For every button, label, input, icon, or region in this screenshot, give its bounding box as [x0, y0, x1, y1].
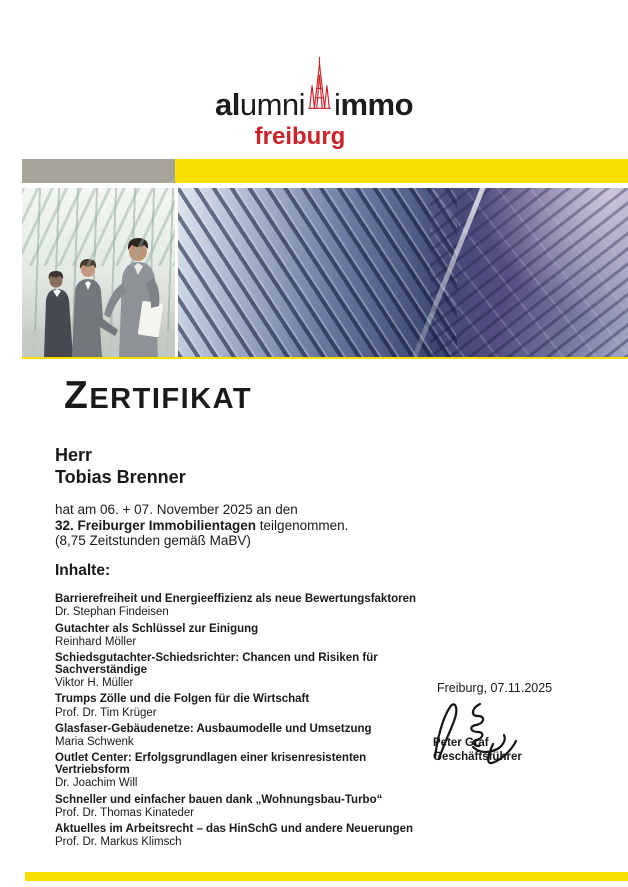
logo-word-immo-bold: mmo	[340, 87, 414, 122]
building-corner-highlight	[403, 188, 490, 357]
list-item	[55, 653, 435, 689]
logo-word-alumni-bold: al	[214, 87, 240, 122]
logo-wordmark	[215, 51, 413, 120]
logo-word-alumni-rest: umni	[239, 87, 306, 122]
list-item	[55, 724, 435, 749]
talk-speaker: Prof. Dr. Tim Krüger	[55, 706, 157, 719]
talk-speaker: Prof. Dr. Thomas Kinateder	[55, 806, 195, 819]
statement-line1: hat am 06. + 07. November 2025 an den	[55, 502, 298, 517]
business-people-handshake-photo	[22, 188, 175, 357]
logo	[0, 51, 628, 149]
talk-title: Gutachter als Schlüssel zur Einigung	[55, 622, 259, 635]
talk-title: Glasfaser-Gebäudenetze: Ausbaumodelle und Umsetzung	[55, 722, 372, 735]
gray-header-block	[22, 159, 175, 183]
list-item	[55, 694, 435, 719]
talk-title: Outlet Center: Erfolgsgrundlagen einer krisenresistenten Vertriebsform	[55, 752, 367, 777]
logo-word-immo-prefix: i	[334, 87, 341, 122]
talk-speaker: Reinhard Möller	[55, 635, 137, 648]
list-item	[55, 594, 435, 619]
talk-speaker: Dr. Joachim Will	[55, 777, 138, 790]
signature-scribble-icon	[423, 697, 519, 769]
glass-building-facade-photo	[178, 188, 628, 357]
statement-event-name: 32. Freiburger Immobilientagen	[55, 517, 257, 533]
list-item	[55, 824, 435, 849]
muenster-spire-icon	[306, 51, 333, 115]
logo-word-alumni	[215, 89, 305, 120]
list-item	[55, 624, 435, 649]
talk-speaker: Prof. Dr. Markus Klimsch	[55, 836, 182, 849]
contents-heading: Inhalte:	[55, 562, 111, 579]
statement-line2-rest: teilgenommen.	[256, 517, 349, 533]
bottom-yellow-bar	[25, 872, 628, 881]
people-silhouettes	[22, 188, 175, 357]
recipient-block	[55, 444, 186, 488]
talk-title: Trumps Zölle und die Folgen für die Wirtschaft	[55, 693, 310, 706]
yellow-header-band	[175, 159, 628, 183]
certificate-title-initial: Z	[64, 374, 90, 417]
talk-speaker: Dr. Stephan Findeisen	[55, 606, 169, 619]
recipient-name: Tobias Brenner	[55, 467, 186, 487]
recipient-salutation: Herr	[55, 445, 93, 465]
talk-title: Barrierefreiheit und Energieeffizienz als neue Bewertungsfaktoren	[55, 593, 417, 605]
logo-word-immo	[334, 89, 413, 120]
talk-title: Schiedsgutachter-Schiedsrichter: Chancen und Risiken für Sachverständige	[55, 652, 378, 676]
list-item	[55, 795, 435, 820]
place-and-date: Freiburg, 07.11.2025	[437, 681, 553, 695]
certificate-title-rest: ERTIFIKAT	[89, 383, 253, 415]
talk-speaker: Viktor H. Müller	[55, 676, 134, 689]
talk-speaker: Maria Schwenk	[55, 736, 134, 749]
statement-hours: (8,75 Zeitstunden gemäß MaBV)	[55, 533, 251, 549]
talk-title: Aktuelles im Arbeitsrecht – das HinSchG und andere Neuerungen	[55, 823, 414, 836]
list-item	[55, 753, 435, 789]
talk-title: Schneller und einfacher bauen dank „Wohnungsbau-Turbo“	[55, 793, 383, 806]
logo-subtitle: freiburg	[254, 123, 346, 150]
signer-role: Geschäftsführer	[433, 751, 522, 763]
certificate-title	[64, 374, 253, 418]
contents-list	[55, 594, 435, 854]
yellow-photo-rule	[22, 357, 628, 359]
participation-statement	[55, 502, 348, 549]
signer-name: Peter Graf	[433, 737, 489, 749]
